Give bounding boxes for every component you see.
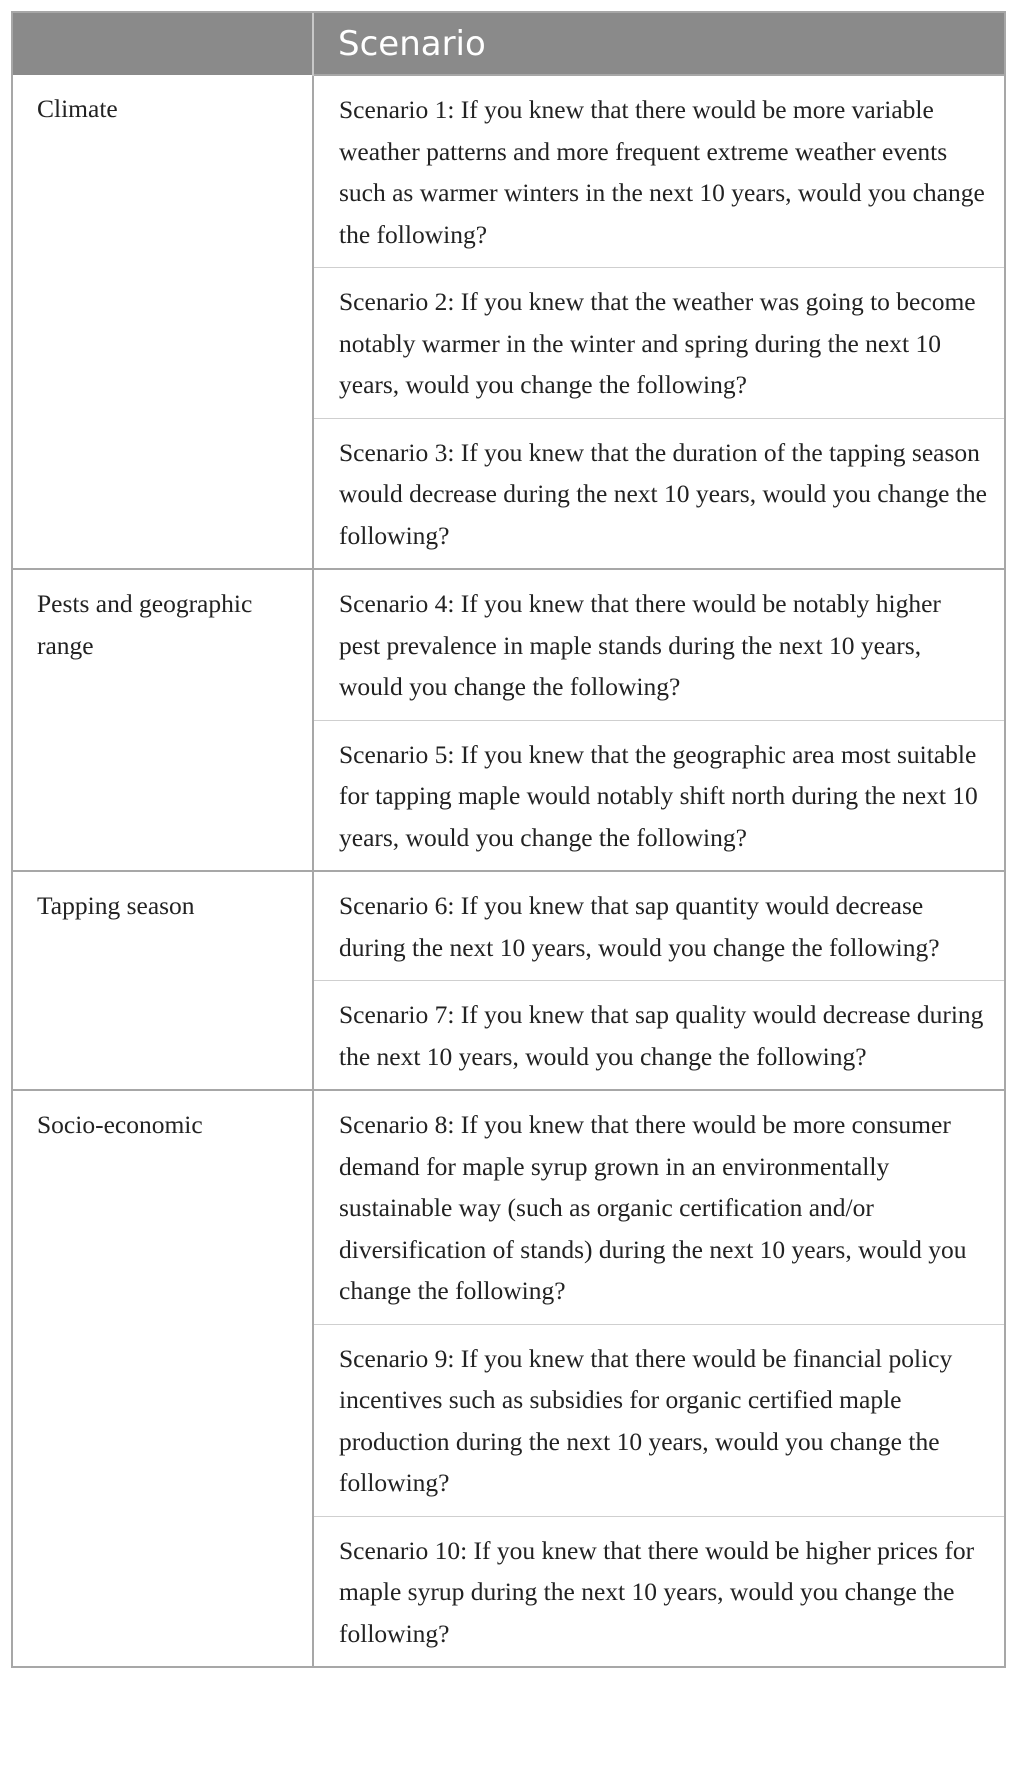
category-pests-geographic-range: Pests and geographic range — [13, 569, 313, 871]
scenario-8: Scenario 8: If you knew that there would be more consumer demand for maple syrup grown in an environmentally sustainable way (such as organic certification and/or diversification of stands) during the next 10 years, would you change the following? — [313, 1090, 1004, 1324]
scenario-4: Scenario 4: If you knew that there would be notably higher pest prevalence in maple stands during the next 10 years, would you change the following? — [313, 569, 1004, 720]
scenario-3: Scenario 3: If you knew that the duration of the tapping season would decrease during the next 10 years, would you change the following? — [313, 418, 1004, 569]
table-row — [13, 871, 1004, 981]
scenario-7: Scenario 7: If you knew that sap quality would decrease during the next 10 years, would you change the following? — [313, 981, 1004, 1091]
scenario-6: Scenario 6: If you knew that sap quantity would decrease during the next 10 years, would you change the following? — [313, 871, 1004, 981]
scenario-2: Scenario 2: If you knew that the weather was going to become notably warmer in the winter and spring during the next 10 years, would you change the following? — [313, 268, 1004, 419]
category-climate: Climate — [13, 75, 313, 569]
header-category-cell — [13, 13, 313, 75]
scenario-table-container — [11, 11, 1006, 1668]
header-scenario-cell: Scenario — [313, 13, 1004, 75]
table-row — [13, 569, 1004, 720]
table-row — [13, 1090, 1004, 1324]
scenario-9: Scenario 9: If you knew that there would be financial policy incentives such as subsidies for organic certified maple production during the next 10 years, would you change the following? — [313, 1324, 1004, 1516]
scenario-1: Scenario 1: If you knew that there would be more variable weather patterns and more frequent extreme weather events such as warmer winters in the next 10 years, would you change the following? — [313, 75, 1004, 268]
table-header-row — [13, 13, 1004, 75]
scenario-table — [13, 13, 1004, 1666]
scenario-10: Scenario 10: If you knew that there would be higher prices for maple syrup during the next 10 years, would you change the following? — [313, 1516, 1004, 1666]
table-row — [13, 75, 1004, 268]
category-socio-economic: Socio-economic — [13, 1090, 313, 1666]
scenario-5: Scenario 5: If you knew that the geographic area most suitable for tapping maple would notably shift north during the next 10 years, would you change the following? — [313, 720, 1004, 871]
category-tapping-season: Tapping season — [13, 871, 313, 1090]
